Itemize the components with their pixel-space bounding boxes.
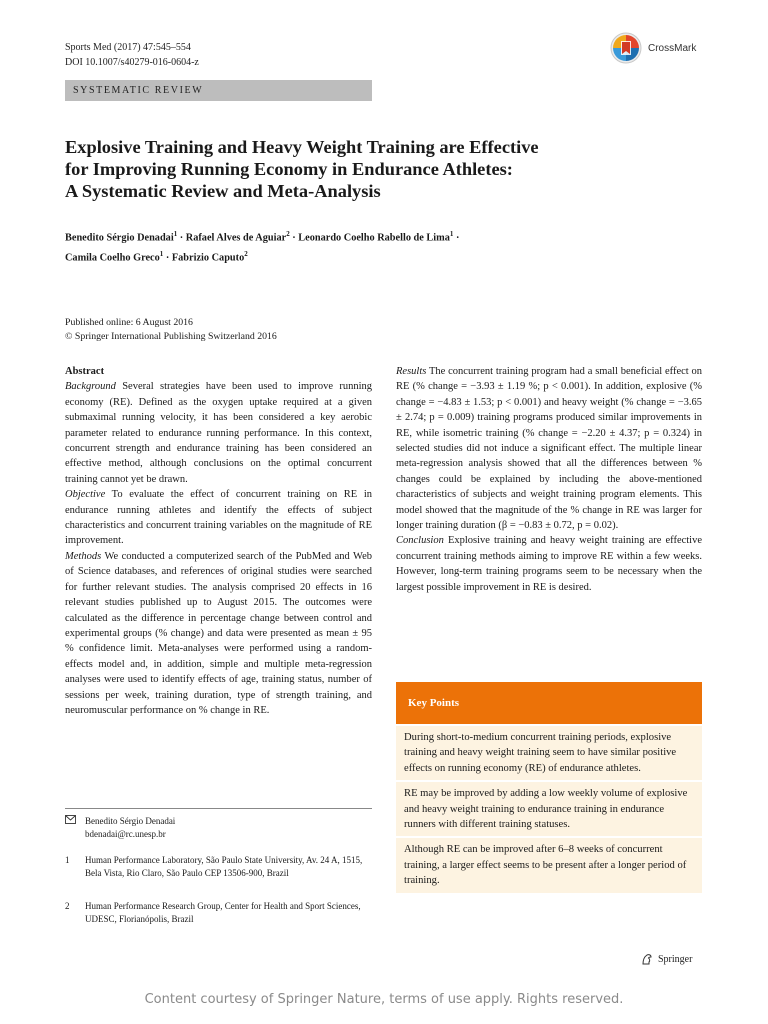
abstract-objective (65, 487, 372, 549)
copyright-notice: © Springer International Publishing Switzerland 2016 (65, 331, 277, 342)
publisher-mark (640, 952, 692, 966)
title-line: Explosive Training and Heavy Weight Training are Effective (65, 137, 539, 157)
journal-citation: Sports Med (2017) 47:545–554 (65, 42, 191, 53)
abstract-left-column (65, 364, 372, 718)
correspondence-email[interactable]: bdenadai@rc.unesp.br (85, 829, 166, 839)
author-affiliation: 2 (244, 250, 248, 259)
section-label: Background (65, 381, 116, 393)
key-points-box (396, 682, 702, 893)
section-label: Objective (65, 489, 106, 501)
title-line: for Improving Running Economy in Endurance Athletes: (65, 159, 513, 179)
springer-horse-icon (640, 952, 654, 966)
envelope-icon (65, 815, 85, 841)
author-affiliation: 1 (173, 230, 178, 238)
author-name[interactable]: Benedito Sérgio Denadai (65, 232, 174, 244)
key-point: RE may be improved by adding a low weekly volume of explosive and heavy weight training to endurance training in endurance runners with different training statuses. (396, 780, 702, 836)
abstract-background (65, 379, 372, 487)
section-text: We conducted a computerized search of the PubMed and Web of Science databases, and references of original studies were searched for further relevant studies. The analysis comprised 20 effects in 16 relevant studies published up to August 2015. The outcomes were calculated as the difference in percentage change between control and experimental groups (% change) and data were presented as mean ± 95 % confidence limit. Meta-analyses were performed using a random-effects model and, in addition, simple and multiple meta-regression analyses were used to identify effects of age, training status, number of sessions per week, training duration, type of strength training, and neuromuscular performance on % change in RE. (65, 550, 373, 716)
author-list: Benedito Sérgio Denadai$^1$ · Rafael Alves de Aguiar$^2$ · Leonardo Coelho Rabello de Lima$^1$ · Camila Coelho Greco$^1$ · Fabrizio Caputo$^2$ (65, 230, 460, 264)
author-affiliation: 2 (286, 230, 290, 238)
affiliation (65, 900, 372, 926)
abstract-conclusion (396, 533, 702, 595)
correspondence-name: Benedito Sérgio Denadai (85, 816, 176, 826)
section-label: Conclusion (396, 535, 444, 547)
author-affiliation: 1 (159, 250, 164, 259)
author-name[interactable]: Camila Coelho Greco (65, 252, 160, 264)
section-text: To evaluate the effect of concurrent training on RE in endurance running athletes and identify the effects of subject characteristics and concurrent training variables on the magnitude of RE improvement. (65, 489, 373, 547)
key-point: During short-to-medium concurrent training periods, explosive training and heavy weight training seem to have similar positive effects on running economy (RE) of endurance athletes. (396, 724, 702, 780)
crossmark-icon (610, 32, 642, 64)
key-points-heading: Key Points (396, 682, 702, 724)
key-point: Although RE can be improved after 6–8 weeks of concurrent training, a larger effect seems to be present after a longer period of training. (396, 836, 702, 892)
doi[interactable]: DOI 10.1007/s40279-016-0604-z (65, 57, 199, 68)
author-name[interactable]: Rafael Alves de Aguiar (185, 232, 287, 244)
publisher-name: Springer (658, 953, 693, 965)
section-text: Explosive training and heavy weight training are effective concurrent training methods aiming to improve RE within a few weeks. However, long-term training programs seem to be necessary when the largest possible improvement in RE is desired. (396, 535, 703, 593)
author-name[interactable]: Leonardo Coelho Rabello de Lima (298, 232, 450, 244)
publication-info (65, 316, 277, 344)
rights-footer: Content courtesy of Springer Nature, terms of use apply. Rights reserved. (144, 992, 624, 1007)
crossmark-label: CrossMark (648, 42, 697, 54)
abstract-results (396, 364, 702, 533)
journal-meta (65, 40, 199, 70)
section-text: Several strategies have been used to improve running economy (RE). Defined as the oxygen uptake required at a given submaximal running velocity, it has been considered a key aerobic parameter related to endurance running performance. In this context, concurrent strength and endurance training has been considered an effective method, although conclusions on the optimal concurrent training cannot yet be drawn. (65, 381, 372, 485)
affiliation-number: 2 (65, 901, 70, 911)
footnote-divider (65, 808, 372, 809)
title-line: A Systematic Review and Meta-Analysis (65, 181, 381, 201)
article-title (65, 136, 705, 202)
affiliation-text: Human Performance Research Group, Center for Health and Sport Sciences, UDESC, Florianópolis, Brazil (85, 901, 361, 924)
affiliation (65, 854, 372, 880)
published-date: Published online: 6 August 2016 (65, 317, 193, 328)
affiliation-text: Human Performance Laboratory, São Paulo State University, Av. 24 A, 1515, Bela Vista, Rio Claro, São Paulo CEP 13506-900, Brazil (85, 855, 363, 878)
correspondence-row (65, 815, 372, 841)
affiliation-number: 1 (65, 855, 70, 865)
section-text: The concurrent training program had a small beneficial effect on RE (% change = −3.93 ± 1.19 %; p < 0.001). In addition, explosive (% change = −4.83 ± 1.53; p < 0.001) and heavy weight (% change = −3.65 ± 2.74; p = 0.009) training programs produced similar improvements in RE, while isometric training (% change = −2.20 ± 4.37; p = 0.324) in selected studies did not induce a significant effect. The multiple linear meta-regression analysis showed that all the differences between % changes could be explained by including the above-mentioned characteristics of subjects and weight training program elements. This model showed that the magnitude of the % change in RE was larger for longer training duration (β = −0.83 ± 0.72, p = 0.02). (396, 366, 703, 532)
abstract-methods (65, 549, 372, 718)
article-type-banner: SYSTEMATIC REVIEW (65, 80, 372, 101)
crossmark-badge[interactable] (610, 32, 696, 64)
abstract-right-column (396, 364, 702, 595)
section-label: Methods (65, 550, 102, 562)
correspondence (65, 815, 372, 841)
author-name[interactable]: Fabrizio Caputo (171, 252, 245, 264)
abstract-heading: Abstract (65, 366, 105, 377)
section-label: Results (396, 366, 427, 377)
author-affiliation: 1 (449, 230, 454, 238)
